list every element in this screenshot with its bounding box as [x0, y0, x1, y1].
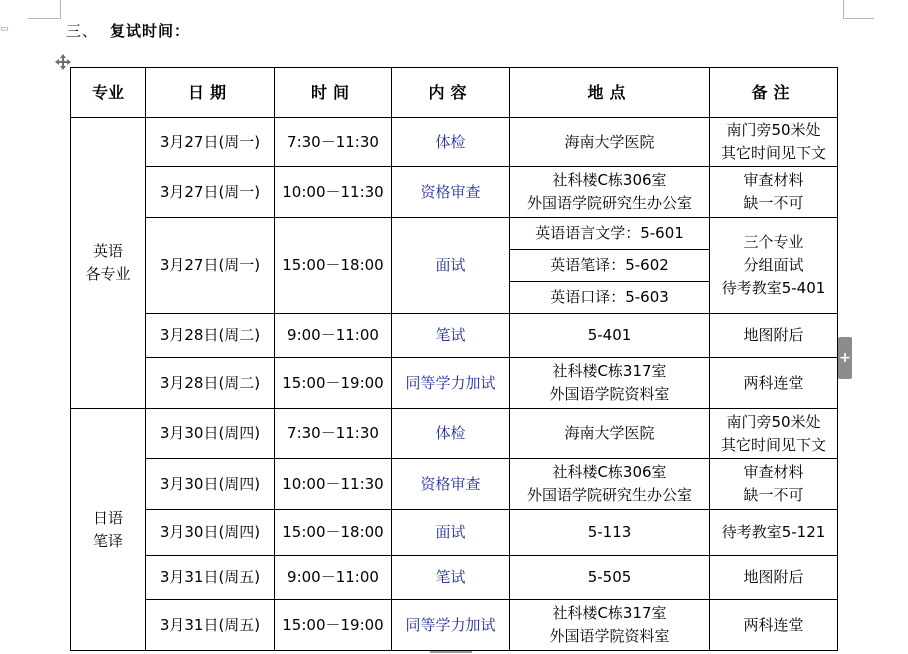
table-row	[71, 167, 838, 218]
table-row	[71, 358, 838, 409]
note-cell: 审查材料 缺一不可	[710, 167, 838, 218]
date-cell: 3月28日(周二)	[146, 358, 275, 409]
date-cell: 3月28日(周二)	[146, 314, 275, 358]
location-cell: 社科楼C栋306室 外国语学院研究生办公室	[510, 459, 710, 510]
location-cell: 英语语言文学：5-601	[510, 218, 710, 250]
date-cell: 3月27日(周一)	[146, 218, 275, 314]
ruler-marker-icon: ▭	[0, 24, 9, 34]
content-cell: 同等学力加试	[392, 358, 510, 409]
date-cell: 3月30日(周四)	[146, 459, 275, 510]
location-cell: 社科楼C栋306室 外国语学院研究生办公室	[510, 167, 710, 218]
location-cell: 英语笔译：5-602	[510, 250, 710, 282]
header-time: 时间	[275, 68, 392, 118]
time-cell: 9:00－11:00	[275, 314, 392, 358]
location-cell: 海南大学医院	[510, 118, 710, 167]
location-cell: 5-113	[510, 510, 710, 556]
date-cell: 3月31日(周五)	[146, 556, 275, 600]
content-cell: 体检	[392, 118, 510, 167]
page-bottom-mark	[430, 651, 472, 653]
table-row	[71, 459, 838, 510]
date-cell: 3月30日(周四)	[146, 510, 275, 556]
location-cell: 5-505	[510, 556, 710, 600]
header-content: 内容	[392, 68, 510, 118]
header-major: 专业	[71, 68, 146, 118]
content-cell: 体检	[392, 409, 510, 459]
content-cell: 资格审查	[392, 167, 510, 218]
header-date: 日期	[146, 68, 275, 118]
time-cell: 10:00－11:30	[275, 459, 392, 510]
content-cell: 同等学力加试	[392, 600, 510, 651]
note-cell: 南门旁50米处 其它时间见下文	[710, 409, 838, 459]
location-cell: 社科楼C栋317室 外国语学院资料室	[510, 600, 710, 651]
table-row	[71, 510, 838, 556]
move-arrows-icon[interactable]	[55, 54, 71, 70]
location-cell: 社科楼C栋317室 外国语学院资料室	[510, 358, 710, 409]
note-cell: 地图附后	[710, 556, 838, 600]
header-location: 地点	[510, 68, 710, 118]
table-row	[71, 409, 838, 459]
note-cell: 待考教室5-121	[710, 510, 838, 556]
table-row	[71, 600, 838, 651]
note-cell: 两科连堂	[710, 358, 838, 409]
section-heading	[66, 20, 190, 41]
section-title: 复试时间：	[110, 22, 191, 40]
time-cell: 15:00－18:00	[275, 510, 392, 556]
location-cell: 英语口译：5-603	[510, 282, 710, 314]
major-cell: 英语 各专业	[71, 118, 146, 409]
note-cell: 三个专业 分组面试 待考教室5-401	[710, 218, 838, 314]
date-cell: 3月27日(周一)	[146, 167, 275, 218]
location-cell: 海南大学医院	[510, 409, 710, 459]
section-number: 三、	[66, 22, 99, 40]
major-cell: 日语 笔译	[71, 409, 146, 651]
table-header-row	[71, 68, 838, 118]
note-cell: 地图附后	[710, 314, 838, 358]
time-cell: 7:30－11:30	[275, 118, 392, 167]
page-corner-mark-right	[843, 0, 874, 19]
time-cell: 7:30－11:30	[275, 409, 392, 459]
schedule-table	[70, 67, 838, 651]
time-cell: 15:00－19:00	[275, 358, 392, 409]
location-cell: 5-401	[510, 314, 710, 358]
time-cell: 9:00－11:00	[275, 556, 392, 600]
table-row	[71, 556, 838, 600]
content-cell: 笔试	[392, 556, 510, 600]
table-row	[71, 314, 838, 358]
time-cell: 15:00－19:00	[275, 600, 392, 651]
content-cell: 笔试	[392, 314, 510, 358]
content-cell: 面试	[392, 218, 510, 314]
note-cell: 南门旁50米处 其它时间见下文	[710, 118, 838, 167]
date-cell: 3月31日(周五)	[146, 600, 275, 651]
note-cell: 两科连堂	[710, 600, 838, 651]
page-corner-mark-left	[28, 0, 61, 19]
content-cell: 资格审查	[392, 459, 510, 510]
date-cell: 3月30日(周四)	[146, 409, 275, 459]
table-row	[71, 118, 838, 167]
note-cell: 审查材料 缺一不可	[710, 459, 838, 510]
plus-icon[interactable]: +	[838, 337, 852, 379]
date-cell: 3月27日(周一)	[146, 118, 275, 167]
header-note: 备注	[710, 68, 838, 118]
table-row	[71, 218, 838, 250]
time-cell: 15:00－18:00	[275, 218, 392, 314]
time-cell: 10:00－11:30	[275, 167, 392, 218]
content-cell: 面试	[392, 510, 510, 556]
